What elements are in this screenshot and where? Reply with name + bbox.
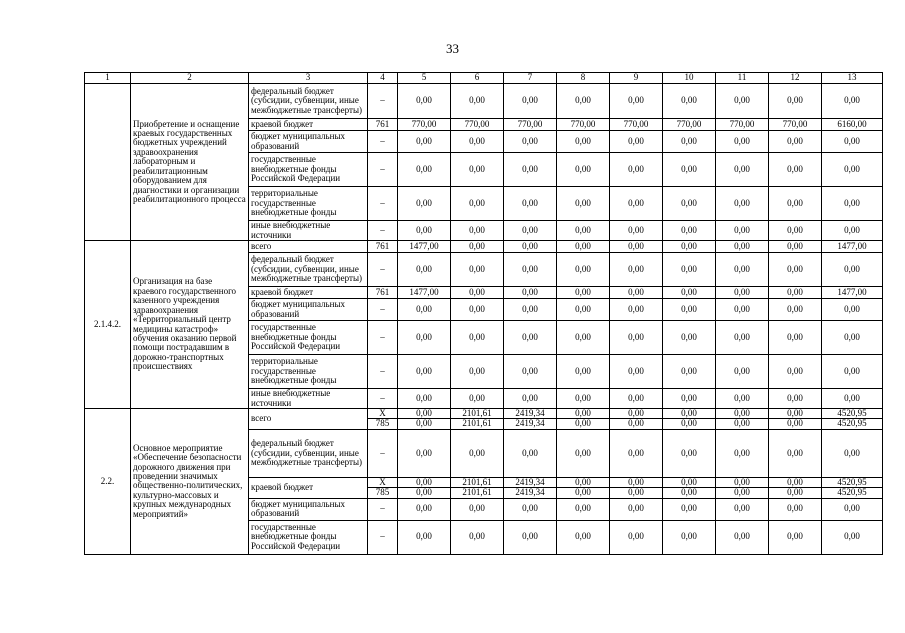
value-cell: 0,00 [769,477,822,487]
value-cell: 0,00 [398,153,451,187]
funding-source: государственные внебюджетные фонды Российской Федерации [249,520,368,554]
funding-source: государственные внебюджетные фонды Российской Федерации [249,321,368,355]
value-cell: 0,00 [451,221,504,241]
value-cell: 0,00 [769,299,822,321]
value-cell: 0,00 [557,187,610,221]
value-cell: 0,00 [451,355,504,389]
funding-source: федеральный бюджет (субсидии, субвенции, иные межбюджетные трансферты) [249,84,368,119]
value-cell: 0,00 [504,84,557,119]
value-cell: 0,00 [398,498,451,520]
value-cell: 2101,61 [451,409,504,419]
value-cell: 0,00 [769,389,822,409]
value-cell: 770,00 [663,119,716,131]
value-cell: 4520,95 [822,477,883,487]
value-cell: 0,00 [557,131,610,153]
value-cell: 0,00 [504,241,557,253]
value-cell: 0,00 [663,84,716,119]
value-cell: 0,00 [610,253,663,287]
value-cell: 0,00 [663,409,716,419]
column-number: 7 [504,73,557,84]
value-cell: 0,00 [769,321,822,355]
row-code [85,84,131,241]
column-number: 3 [249,73,368,84]
row-code: 2.1.4.2. [85,241,131,409]
value-cell: 0,00 [716,498,769,520]
value-cell: 2419,34 [504,477,557,487]
value-cell: 0,00 [822,429,883,477]
value-cell: 0,00 [557,321,610,355]
value-cell: 0,00 [716,287,769,299]
value-cell: 0,00 [610,299,663,321]
value-cell: 0,00 [610,409,663,419]
value-cell: – [368,84,398,119]
value-cell: Х [368,477,398,487]
funding-source: краевой бюджет [249,119,368,131]
value-cell: 770,00 [504,119,557,131]
value-cell: 0,00 [398,488,451,498]
value-cell: 0,00 [610,389,663,409]
funding-source: бюджет муниципальных образований [249,498,368,520]
value-cell: 0,00 [663,299,716,321]
column-number: 12 [769,73,822,84]
value-cell: 0,00 [769,409,822,419]
funding-source: территориальные государственные внебюджетные фонды [249,355,368,389]
value-cell: 0,00 [716,131,769,153]
value-cell: 770,00 [557,119,610,131]
value-cell: – [368,131,398,153]
value-cell: 761 [368,119,398,131]
value-cell: 0,00 [663,488,716,498]
value-cell: 0,00 [451,241,504,253]
value-cell: 0,00 [610,419,663,429]
value-cell: 770,00 [610,119,663,131]
value-cell: 0,00 [822,253,883,287]
value-cell: 0,00 [610,520,663,554]
value-cell: 0,00 [451,131,504,153]
value-cell: 0,00 [822,355,883,389]
value-cell: 2419,34 [504,409,557,419]
value-cell: 0,00 [557,355,610,389]
budget-table [84,72,883,555]
value-cell: – [368,299,398,321]
row-code: 2.2. [85,409,131,555]
value-cell: 0,00 [769,498,822,520]
value-cell: 0,00 [504,187,557,221]
value-cell: 0,00 [504,321,557,355]
value-cell: 0,00 [822,498,883,520]
value-cell: 0,00 [610,241,663,253]
value-cell: 0,00 [610,153,663,187]
column-number: 11 [716,73,769,84]
value-cell: 0,00 [610,321,663,355]
column-number: 6 [451,73,504,84]
value-cell: 0,00 [451,299,504,321]
value-cell: 0,00 [398,409,451,419]
value-cell: 770,00 [398,119,451,131]
value-cell: 4520,95 [822,488,883,498]
value-cell: 0,00 [398,520,451,554]
value-cell: 0,00 [716,355,769,389]
value-cell: 0,00 [610,84,663,119]
value-cell: 0,00 [557,221,610,241]
value-cell: 0,00 [398,84,451,119]
measure-description: Организация на базе краевого государственного казенного учреждения здравоохранения «Территориальный центр медицины катастроф» обучения оказанию первой помощи пострадавшим в дорожно-транспортных происшествиях [131,241,249,409]
value-cell: 0,00 [610,429,663,477]
value-cell: 0,00 [451,187,504,221]
value-cell: 4520,95 [822,409,883,419]
funding-source: территориальные государственные внебюджетные фонды [249,187,368,221]
funding-source: краевой бюджет [249,287,368,299]
value-cell: – [368,221,398,241]
value-cell: 0,00 [557,498,610,520]
value-cell: 0,00 [610,488,663,498]
value-cell: 0,00 [504,355,557,389]
value-cell: – [368,153,398,187]
column-number: 1 [85,73,131,84]
value-cell: 0,00 [504,221,557,241]
funding-source: всего [249,409,368,430]
value-cell: 0,00 [557,419,610,429]
value-cell: 0,00 [398,429,451,477]
value-cell: 0,00 [716,299,769,321]
value-cell: 0,00 [610,498,663,520]
value-cell: 0,00 [451,84,504,119]
value-cell: 0,00 [663,389,716,409]
value-cell: 0,00 [451,520,504,554]
page-number: 33 [446,41,459,56]
value-cell: 0,00 [663,429,716,477]
value-cell: 0,00 [769,287,822,299]
value-cell: 2101,61 [451,488,504,498]
value-cell: 0,00 [557,84,610,119]
value-cell: 4520,95 [822,419,883,429]
funding-source: краевой бюджет [249,477,368,498]
value-cell: 0,00 [557,409,610,419]
value-cell: 0,00 [398,221,451,241]
value-cell: 0,00 [398,187,451,221]
value-cell: 2101,61 [451,419,504,429]
value-cell: 0,00 [769,253,822,287]
value-cell: 0,00 [504,299,557,321]
value-cell: 0,00 [822,131,883,153]
value-cell: 0,00 [557,389,610,409]
value-cell: 0,00 [716,429,769,477]
value-cell: 0,00 [769,131,822,153]
value-cell: 0,00 [663,477,716,487]
value-cell: 0,00 [716,187,769,221]
value-cell: 0,00 [822,321,883,355]
value-cell: 0,00 [822,221,883,241]
measure-description: Основное мероприятие «Обеспечение безопасности дорожного движения при проведении значимых общественно-политических, культурно-массовых и крупных международных мероприятий» [131,409,249,555]
table-row [85,84,883,119]
value-cell: 0,00 [663,221,716,241]
value-cell: 0,00 [398,389,451,409]
value-cell: 1477,00 [822,287,883,299]
value-cell: 0,00 [716,520,769,554]
value-cell: 0,00 [769,488,822,498]
value-cell: 0,00 [716,419,769,429]
value-cell: 0,00 [769,520,822,554]
funding-source: федеральный бюджет (субсидии, субвенции, иные межбюджетные трансферты) [249,253,368,287]
funding-source: федеральный бюджет (субсидии, субвенции, иные межбюджетные трансферты) [249,429,368,477]
header-row [85,73,883,84]
value-cell: 0,00 [822,153,883,187]
value-cell: 761 [368,241,398,253]
value-cell: 0,00 [398,253,451,287]
value-cell: 0,00 [716,389,769,409]
value-cell: 0,00 [716,488,769,498]
value-cell: 0,00 [610,477,663,487]
value-cell: – [368,389,398,409]
value-cell: 0,00 [663,520,716,554]
value-cell: – [368,498,398,520]
value-cell: – [368,253,398,287]
value-cell: 0,00 [610,221,663,241]
value-cell: 0,00 [557,488,610,498]
value-cell: 0,00 [504,389,557,409]
measure-description: Приобретение и оснащение краевых государственных бюджетных учреждений здравоохранения лабораторным и реабилитационным оборудованием для диагностики и организации реабилитационного процесса [131,84,249,241]
column-number: 13 [822,73,883,84]
value-cell: 0,00 [504,131,557,153]
value-cell: 0,00 [822,520,883,554]
value-cell: Х [368,409,398,419]
funding-source: бюджет муниципальных образований [249,299,368,321]
funding-source: государственные внебюджетные фонды Российской Федерации [249,153,368,187]
value-cell: 0,00 [398,321,451,355]
value-cell: 2419,34 [504,419,557,429]
value-cell: 0,00 [716,409,769,419]
value-cell: 0,00 [716,241,769,253]
value-cell: 0,00 [769,355,822,389]
funding-source: иные внебюджетные источники [249,389,368,409]
value-cell: 0,00 [451,153,504,187]
value-cell: 0,00 [398,477,451,487]
value-cell: 0,00 [451,498,504,520]
value-cell: – [368,355,398,389]
value-cell: – [368,321,398,355]
column-number: 2 [131,73,249,84]
value-cell: 0,00 [610,355,663,389]
value-cell: 0,00 [398,355,451,389]
value-cell: 0,00 [504,287,557,299]
value-cell: 0,00 [504,153,557,187]
value-cell: 0,00 [822,299,883,321]
value-cell: 770,00 [451,119,504,131]
value-cell: 0,00 [663,419,716,429]
value-cell: 0,00 [716,153,769,187]
value-cell: 0,00 [610,131,663,153]
value-cell: 0,00 [716,253,769,287]
value-cell: 0,00 [769,241,822,253]
value-cell: 0,00 [716,221,769,241]
value-cell: 0,00 [610,287,663,299]
value-cell: 0,00 [398,299,451,321]
funding-source: бюджет муниципальных образований [249,131,368,153]
value-cell: 0,00 [663,153,716,187]
value-cell: 0,00 [769,153,822,187]
value-cell: 0,00 [451,321,504,355]
table-row [85,241,883,253]
value-cell: 0,00 [769,187,822,221]
value-cell: 0,00 [716,321,769,355]
value-cell: 2101,61 [451,477,504,487]
column-number: 10 [663,73,716,84]
value-cell: 0,00 [610,187,663,221]
value-cell: 785 [368,419,398,429]
value-cell: 0,00 [398,131,451,153]
value-cell: 0,00 [451,389,504,409]
value-cell: 0,00 [663,287,716,299]
value-cell: 761 [368,287,398,299]
value-cell: 0,00 [822,187,883,221]
value-cell: 0,00 [557,477,610,487]
funding-source: иные внебюджетные источники [249,221,368,241]
value-cell: 0,00 [557,241,610,253]
value-cell: 770,00 [716,119,769,131]
value-cell: 785 [368,488,398,498]
value-cell: 2419,34 [504,488,557,498]
value-cell: 0,00 [557,429,610,477]
value-cell: 0,00 [663,253,716,287]
value-cell: 0,00 [822,389,883,409]
column-number: 8 [557,73,610,84]
value-cell: 0,00 [504,253,557,287]
value-cell: 0,00 [769,429,822,477]
value-cell: 0,00 [451,429,504,477]
value-cell: – [368,520,398,554]
value-cell: 1477,00 [398,241,451,253]
value-cell: 0,00 [398,419,451,429]
value-cell: 0,00 [822,84,883,119]
column-number: 9 [610,73,663,84]
table-row [85,409,883,419]
value-cell: 0,00 [663,241,716,253]
value-cell: 1477,00 [398,287,451,299]
value-cell: 0,00 [769,419,822,429]
column-number: 5 [398,73,451,84]
value-cell: 1477,00 [822,241,883,253]
value-cell: 0,00 [769,84,822,119]
value-cell: 0,00 [557,287,610,299]
value-cell: 0,00 [504,498,557,520]
value-cell: 0,00 [663,187,716,221]
value-cell: 0,00 [557,299,610,321]
value-cell: 0,00 [663,321,716,355]
funding-source: всего [249,241,368,253]
value-cell: 0,00 [557,520,610,554]
value-cell: 0,00 [504,429,557,477]
column-number: 4 [368,73,398,84]
value-cell: 0,00 [663,498,716,520]
value-cell: 0,00 [451,253,504,287]
value-cell: 770,00 [769,119,822,131]
value-cell: 0,00 [663,355,716,389]
value-cell: 0,00 [557,253,610,287]
value-cell: – [368,187,398,221]
value-cell: – [368,429,398,477]
value-cell: 0,00 [557,153,610,187]
value-cell: 0,00 [451,287,504,299]
value-cell: 6160,00 [822,119,883,131]
value-cell: 0,00 [769,221,822,241]
value-cell: 0,00 [504,520,557,554]
value-cell: 0,00 [716,84,769,119]
value-cell: 0,00 [663,131,716,153]
value-cell: 0,00 [716,477,769,487]
